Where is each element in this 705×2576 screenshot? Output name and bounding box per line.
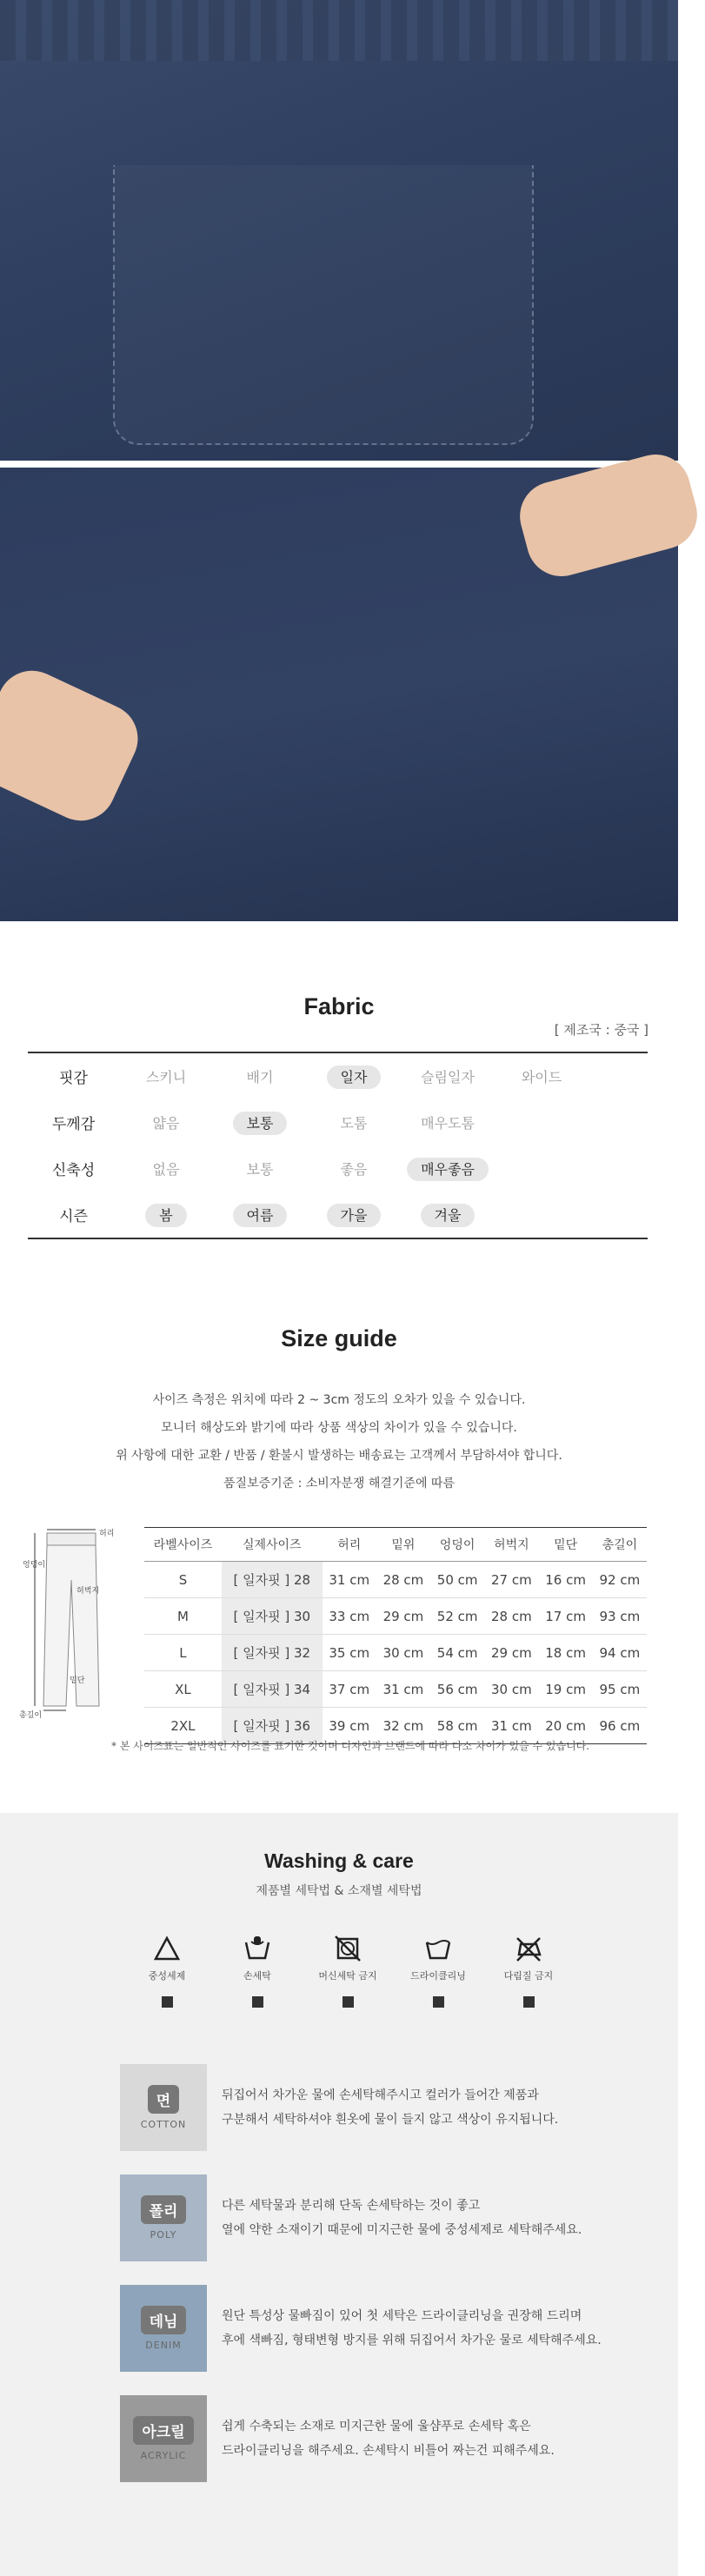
washing-title: Washing & care (264, 1849, 414, 1872)
back-pocket-detail (113, 165, 534, 445)
table-cell: [ 일자핏 ] 36 (222, 1708, 323, 1744)
table-cell: 30 cm (484, 1671, 538, 1708)
care-label: 중성세제 (148, 1970, 186, 1982)
note-line: 사이즈 측정은 위치에 따라 2 ~ 3cm 정도의 오차가 있을 수 있습니다. (152, 1393, 526, 1407)
fabric-option-selected: 매우좋음 (401, 1159, 495, 1178)
table-cell: [ 일자핏 ] 34 (222, 1671, 323, 1708)
desc-line: 구분해서 세탁하셔야 흰옷에 물이 들지 않고 색상이 유지됩니다. (222, 2113, 559, 2127)
material-en: COTTON (140, 2119, 187, 2130)
no-machine-wash-icon (333, 1934, 362, 1963)
fabric-row-fit (28, 1053, 648, 1099)
poly-swatch (120, 2174, 207, 2261)
header-cell: 실제사이즈 (222, 1528, 323, 1562)
table-cell: 52 cm (430, 1598, 484, 1635)
table-cell: 31 cm (376, 1671, 430, 1708)
table-cell: 28 cm (376, 1562, 430, 1598)
table-cell: 96 cm (593, 1708, 647, 1744)
care-item-neutral-detergent (122, 1934, 212, 2008)
care-item-no-iron (483, 1934, 574, 2008)
header-cell: 밑단 (538, 1528, 592, 1562)
triangle-icon (152, 1934, 182, 1963)
fabric-option-selected: 가을 (307, 1205, 401, 1225)
care-marker (343, 1996, 354, 2008)
table-row (144, 1598, 647, 1635)
care-marker (433, 1996, 444, 2008)
care-marker (523, 1996, 535, 2008)
fabric-option-selected: 겨울 (401, 1205, 495, 1225)
fabric-option: 매우도톰 (421, 1115, 475, 1132)
table-cell: [ 일자핏 ] 28 (222, 1562, 323, 1598)
diagram-label-thigh: 허벅지 (76, 1587, 100, 1596)
table-cell: 18 cm (538, 1635, 592, 1671)
table-row (144, 1671, 647, 1708)
table-cell: 2XL (144, 1708, 222, 1744)
fabric-option-selected: 여름 (213, 1205, 307, 1225)
material-badge: 데님 (141, 2306, 187, 2334)
desc-line: 원단 특성상 물빠짐이 있어 첫 세탁은 드라이클리닝을 권장해 드리며 (222, 2309, 582, 2323)
table-cell: 19 cm (538, 1671, 592, 1708)
care-marker (252, 1996, 263, 2008)
desc-line: 다른 세탁물과 분리해 단독 손세탁하는 것이 좋고 (222, 2199, 481, 2213)
size-table-header (144, 1528, 647, 1562)
material-denim (120, 2285, 642, 2368)
fabric-option: 도톰 (340, 1115, 368, 1132)
material-description (222, 2414, 555, 2463)
table-cell: 16 cm (538, 1562, 592, 1598)
no-iron-icon (514, 1934, 543, 1963)
material-badge: 아크릴 (133, 2416, 193, 2445)
table-cell: XL (144, 1671, 222, 1708)
material-poly (120, 2174, 642, 2258)
note-line: 품질보증기준 : 소비자분쟁 해결기준에 따름 (223, 1477, 455, 1490)
hand-wash-icon (243, 1934, 272, 1963)
hand-right (512, 447, 705, 584)
material-description (222, 2304, 602, 2353)
care-icons (122, 1934, 574, 2008)
denim-swatch (120, 2285, 207, 2372)
table-cell: 30 cm (376, 1635, 430, 1671)
material-en: ACRYLIC (140, 2450, 187, 2461)
care-label: 머신세탁 금지 (318, 1970, 377, 1982)
material-description (222, 2083, 558, 2132)
table-cell: L (144, 1635, 222, 1671)
table-cell: 32 cm (376, 1708, 430, 1744)
diagram-label-length: 총길이 (19, 1711, 43, 1720)
table-cell: 58 cm (430, 1708, 484, 1744)
desc-line: 후에 색빠짐, 형태변형 방지를 위해 뒤집어서 차가운 물로 세탁해주세요. (222, 2334, 602, 2347)
header-cell: 밑위 (376, 1528, 430, 1562)
cotton-swatch (120, 2064, 207, 2151)
header-cell: 라벨사이즈 (144, 1528, 222, 1562)
washing-subtitle: 제품별 세탁법 & 소재별 세탁법 (256, 1884, 422, 1898)
table-cell: 37 cm (323, 1671, 376, 1708)
table-cell: 20 cm (538, 1708, 592, 1744)
product-photo-pocket (0, 0, 678, 461)
note-line: 위 사항에 대한 교환 / 반품 / 환불시 발생하는 배송료는 고객께서 부담하셔야 합니다. (116, 1449, 562, 1463)
table-row (144, 1562, 647, 1598)
fabric-option: 슬림일자 (421, 1069, 475, 1086)
header-cell: 허리 (323, 1528, 376, 1562)
table-cell: 29 cm (484, 1635, 538, 1671)
material-acrylic (120, 2395, 642, 2479)
fabric-option: 배기 (246, 1069, 274, 1086)
table-cell: 93 cm (593, 1598, 647, 1635)
product-photo-fabric-stretch (0, 468, 678, 921)
dry-clean-icon (423, 1934, 453, 1963)
care-item-hand-wash (212, 1934, 303, 2008)
table-cell: 31 cm (484, 1708, 538, 1744)
table-cell: 56 cm (430, 1671, 484, 1708)
fabric-option: 와이드 (521, 1069, 562, 1086)
fabric-option: 없음 (152, 1161, 180, 1178)
table-cell: 27 cm (484, 1562, 538, 1598)
table-cell: 29 cm (376, 1598, 430, 1635)
size-footnote: * 본 사이즈표는 일반적인 사이즈를 표기한 것이며 디자인과 브랜드에 따라 다소 차이가 있을 수 있습니다. (111, 1740, 590, 1752)
fabric-row-stretch (28, 1145, 648, 1192)
table-cell: [ 일자핏 ] 32 (222, 1635, 323, 1671)
fabric-option-selected: 봄 (119, 1205, 213, 1225)
table-cell: 28 cm (484, 1598, 538, 1635)
header-cell: 총길이 (593, 1528, 647, 1562)
size-guide-title: Size guide (281, 1325, 397, 1351)
desc-line: 열에 약한 소재이기 때문에 미지근한 물에 중성세제로 세탁해주세요. (222, 2223, 582, 2237)
diagram-label-waist: 허리 (99, 1530, 115, 1538)
desc-line: 쉽게 수축되는 소재로 미지근한 물에 울샴푸로 손세탁 혹은 (222, 2420, 531, 2433)
acrylic-swatch (120, 2395, 207, 2482)
origin-label: [ 제조국 : 중국 ] (554, 1022, 648, 1038)
table-cell: 35 cm (323, 1635, 376, 1671)
header-cell: 엉덩이 (430, 1528, 484, 1562)
table-cell: 50 cm (430, 1562, 484, 1598)
material-badge: 면 (148, 2085, 179, 2114)
size-table (144, 1527, 647, 1744)
table-cell: 33 cm (323, 1598, 376, 1635)
table-cell: 54 cm (430, 1635, 484, 1671)
fabric-option-selected: 보통 (213, 1112, 307, 1132)
care-item-no-machine-wash (303, 1934, 393, 2008)
care-marker (162, 1996, 173, 2008)
material-en: POLY (150, 2229, 177, 2241)
material-badge: 폴리 (141, 2195, 187, 2224)
fabric-option: 보통 (246, 1161, 274, 1178)
fabric-option-selected: 일자 (307, 1066, 401, 1086)
fabric-row-label: 신축성 (51, 1162, 96, 1179)
table-cell: 39 cm (323, 1708, 376, 1744)
fabric-table (28, 1052, 648, 1239)
hand-left (0, 660, 150, 833)
waistband-detail (0, 0, 678, 61)
material-en: DENIM (145, 2340, 182, 2351)
material-description (222, 2194, 582, 2242)
care-item-dry-clean (393, 1934, 483, 2008)
fabric-row-label: 두께감 (51, 1116, 96, 1133)
diagram-label-hip: 엉덩이 (23, 1561, 46, 1570)
table-cell: 95 cm (593, 1671, 647, 1708)
fabric-row-label: 핏감 (59, 1070, 88, 1087)
fabric-option: 스키니 (145, 1069, 187, 1086)
table-cell: 17 cm (538, 1598, 592, 1635)
material-cotton (120, 2064, 642, 2148)
table-cell: 92 cm (593, 1562, 647, 1598)
fabric-row-thickness (28, 1099, 648, 1145)
fabric-row-season (28, 1192, 648, 1238)
note-line: 모니터 해상도와 밝기에 따라 상품 색상의 차이가 있을 수 있습니다. (161, 1421, 517, 1435)
care-label: 드라이클리닝 (410, 1970, 466, 1982)
header-cell: 허벅지 (484, 1528, 538, 1562)
table-row (144, 1635, 647, 1671)
size-notes (0, 1386, 678, 1497)
fabric-option: 얇음 (152, 1115, 180, 1132)
table-cell: M (144, 1598, 222, 1635)
table-cell: [ 일자핏 ] 30 (222, 1598, 323, 1635)
desc-line: 뒤집어서 차가운 물에 손세탁해주시고 컬러가 들어간 제품과 (222, 2088, 539, 2102)
care-label: 손세탁 (243, 1970, 271, 1982)
table-cell: 94 cm (593, 1635, 647, 1671)
desc-line: 드라이클리닝을 해주세요. 손세탁시 비틀어 짜는건 피해주세요. (222, 2444, 555, 2458)
fabric-row-label: 시즌 (59, 1208, 88, 1225)
fabric-option: 좋음 (340, 1161, 368, 1178)
table-cell: 31 cm (323, 1562, 376, 1598)
pants-diagram (19, 1528, 140, 1723)
table-cell: S (144, 1562, 222, 1598)
fabric-title: Fabric (303, 993, 375, 1019)
diagram-label-hem: 밑단 (70, 1676, 85, 1685)
care-label: 다림질 금지 (503, 1970, 554, 1982)
